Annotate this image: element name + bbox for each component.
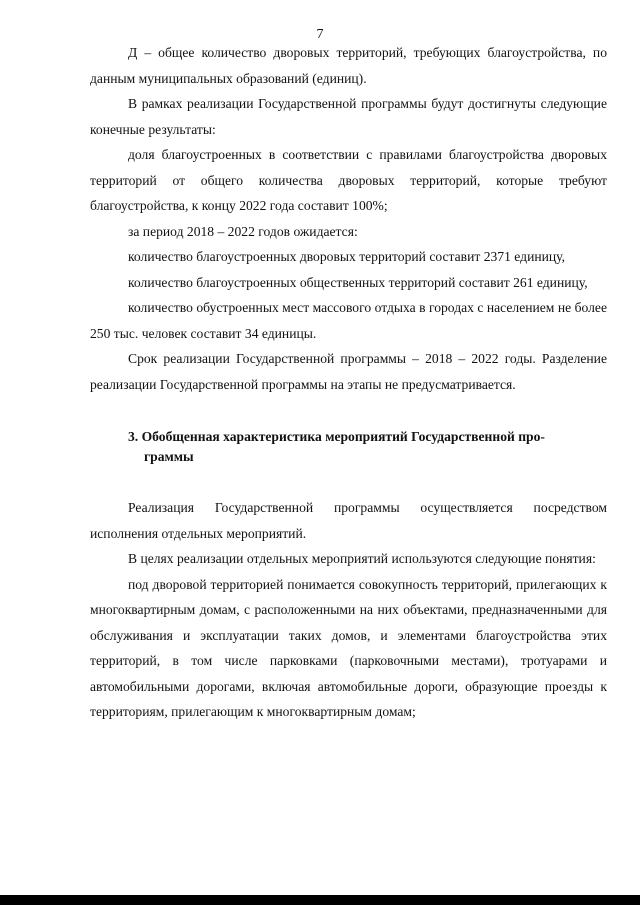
paragraph: Реализация Государственной программы осуществляется посредством исполнения отдельных мероприятий.	[90, 500, 607, 541]
paragraph: Срок реализации Государственной программы – 2018 – 2022 годы. Разделение реализации Государственной программы на этапы не предусматривается.	[90, 351, 607, 392]
page-number: 7	[316, 27, 324, 42]
section-title-line1: Обобщенная характеристика мероприятий Государственной про-	[141, 429, 545, 444]
paragraph: количество благоустроенных общественных территорий составит 261 единицу,	[128, 274, 588, 290]
paragraph: В целях реализации отдельных мероприятий используются следующие понятия:	[128, 551, 596, 566]
paragraph: доля благоустроенных в соответствии с правилами благоустройства дворовых территорий от общего количества дворовых территорий, которые требуют благоустройства, к концу 2022 года составит 100%;	[90, 147, 607, 213]
paragraph: Д – общее количество дворовых территорий, требующих благоустройства, по данным муниципальных образований (единиц).	[90, 45, 607, 86]
section-title-line2: граммы	[144, 449, 194, 464]
paragraph: В рамках реализации Государственной программы будут достигнуты следующие конечные результаты:	[90, 96, 607, 137]
section-heading	[90, 427, 607, 467]
paragraph: под дворовой территорией понимается совокупность территорий, прилегающих к многоквартирным домам, с расположенными на них объектами, предназначенными для обслуживания и эксплуатации таких домов, и элементами благоустройства этих территорий, в том числе парковками (парковочными местами), тротуарами и автомобильными дорогами, включая автомобильные дороги, образующие проезды к территориям, прилегающим к многоквартирным домам;	[90, 576, 607, 719]
section-number: 3.	[128, 429, 139, 444]
paragraph: количество обустроенных мест массового отдыха в городах с населением не более 250 тыс. человек составит 34 единицы.	[90, 300, 607, 341]
scan-bottom-edge	[0, 895, 640, 905]
paragraph: за период 2018 – 2022 годов ожидается:	[128, 223, 358, 239]
paragraph: количество благоустроенных дворовых территорий составит 2371 единицу,	[128, 249, 566, 264]
document-body	[90, 40, 607, 725]
